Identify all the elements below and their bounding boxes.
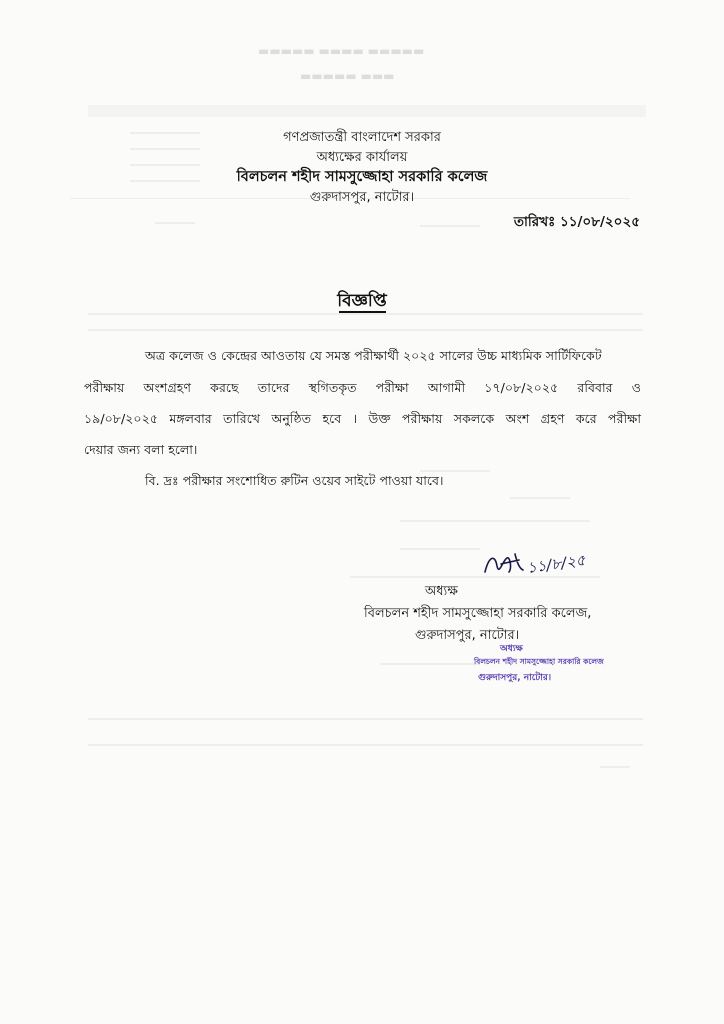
- title-underline: [339, 311, 386, 313]
- stamp-institution: বিলচলন শহীদ সামসুজ্জোহা সরকারি কলেজ: [474, 657, 604, 666]
- notice-paragraph-line-4: দেয়ার জন্য বলা হলো।: [84, 442, 198, 457]
- notice-note: বি. দ্রঃ পরীক্ষার সংশোধিত রুটিন ওয়েব সাইটে পাওয়া যাবে।: [145, 473, 444, 488]
- college-name: বিলচলন শহীদ সামসুজ্জোহা সরকারি কলেজ: [236, 169, 488, 185]
- signatory-institution: বিলচলন শহীদ সামসুজ্জোহা সরকারি কলেজ,: [364, 606, 592, 621]
- signature-date: ১১/৮/২৫: [525, 550, 587, 577]
- document-page: ▬▬▬▬▬ ▬▬▬▬ ▬▬▬▬▬ ▬▬▬▬▬ ▬▬▬ গণপ্রজাতন্ত্রী বাংলাদেশ সরকার অধ্যক্ষের কার্যালয় বিলচলন শহীদ সামসুজ্জোহা সরকারি কলেজ গুরুদাসপুর, নাটোর। তারিখঃ ১১/০৮/২০২৫ বিজ্ঞপ্তি অত্র কলেজ ও কেন্দ্রের আওতায় যে সমস্ত পরীক্ষার্থী ২০২৫ সালের উচ্চ মাধ্যমিক সার্টিফিকেট পরীক্ষায় অংশগ্রহণ করছে তাদের স্থগিতকৃত পরীক্ষা আগামী ১৭/০৮/২০২৫ রবিবার ও ১৯/০৮/২০২৫ মঙ্গলবার তারিখে অনুষ্ঠিত হবে । উক্ত পরীক্ষায় সকলকে অংশ গ্রহণ করে পরীক্ষা দেয়ার জন্য বলা হলো। বি. দ্রঃ পরীক্ষার সংশোধিত রুটিন ওয়েব সাইটে পাওয়া যাবে। ১১/৮/২৫ অধ্যক্ষ বিলচলন শহীদ সামসুজ্জোহা সরকারি কলেজ, গুরুদাসপুর, নাটোর। অধ্যক্ষ বিলচলন শহীদ সামসুজ্জোহা সরকারি কলেজ গুরুদাসপুর, নাটোর।: [0, 0, 724, 1024]
- notice-paragraph-line-3: ১৯/০৮/২০২৫ মঙ্গলবার তারিখে অনুষ্ঠিত হবে । উক্ত পরীক্ষায় সকলকে অংশ গ্রহণ করে পরীক্ষা: [84, 411, 641, 426]
- office-line: অধ্যক্ষের কার্যালয়: [316, 150, 408, 165]
- signatory-location: গুরুদাসপুর, নাটোর।: [415, 628, 520, 643]
- notice-date: তারিখঃ ১১/০৮/২০২৫: [513, 214, 640, 230]
- stamp-location: গুরুদাসপুর, নাটোর।: [478, 673, 552, 683]
- college-address: গুরুদাসপুর, নাটোর।: [309, 190, 415, 205]
- notice-paragraph-line-2: পরীক্ষায় অংশগ্রহণ করছে তাদের স্থগিতকৃত পরীক্ষা আগামী ১৭/০৮/২০২৫ রবিবার ও: [84, 380, 641, 395]
- principal-signature: [479, 546, 599, 586]
- signatory-title: অধ্যক্ষ: [425, 584, 458, 599]
- notice-paragraph-line-1: অত্র কলেজ ও কেন্দ্রের আওতায় যে সমস্ত পরীক্ষার্থী ২০২৫ সালের উচ্চ মাধ্যমিক সার্টিফিকেট: [145, 348, 602, 363]
- stamp-title: অধ্যক্ষ: [500, 644, 523, 654]
- government-line: গণপ্রজাতন্ত্রী বাংলাদেশ সরকার: [283, 130, 441, 145]
- notice-title: বিজ্ঞপ্তি: [337, 291, 387, 311]
